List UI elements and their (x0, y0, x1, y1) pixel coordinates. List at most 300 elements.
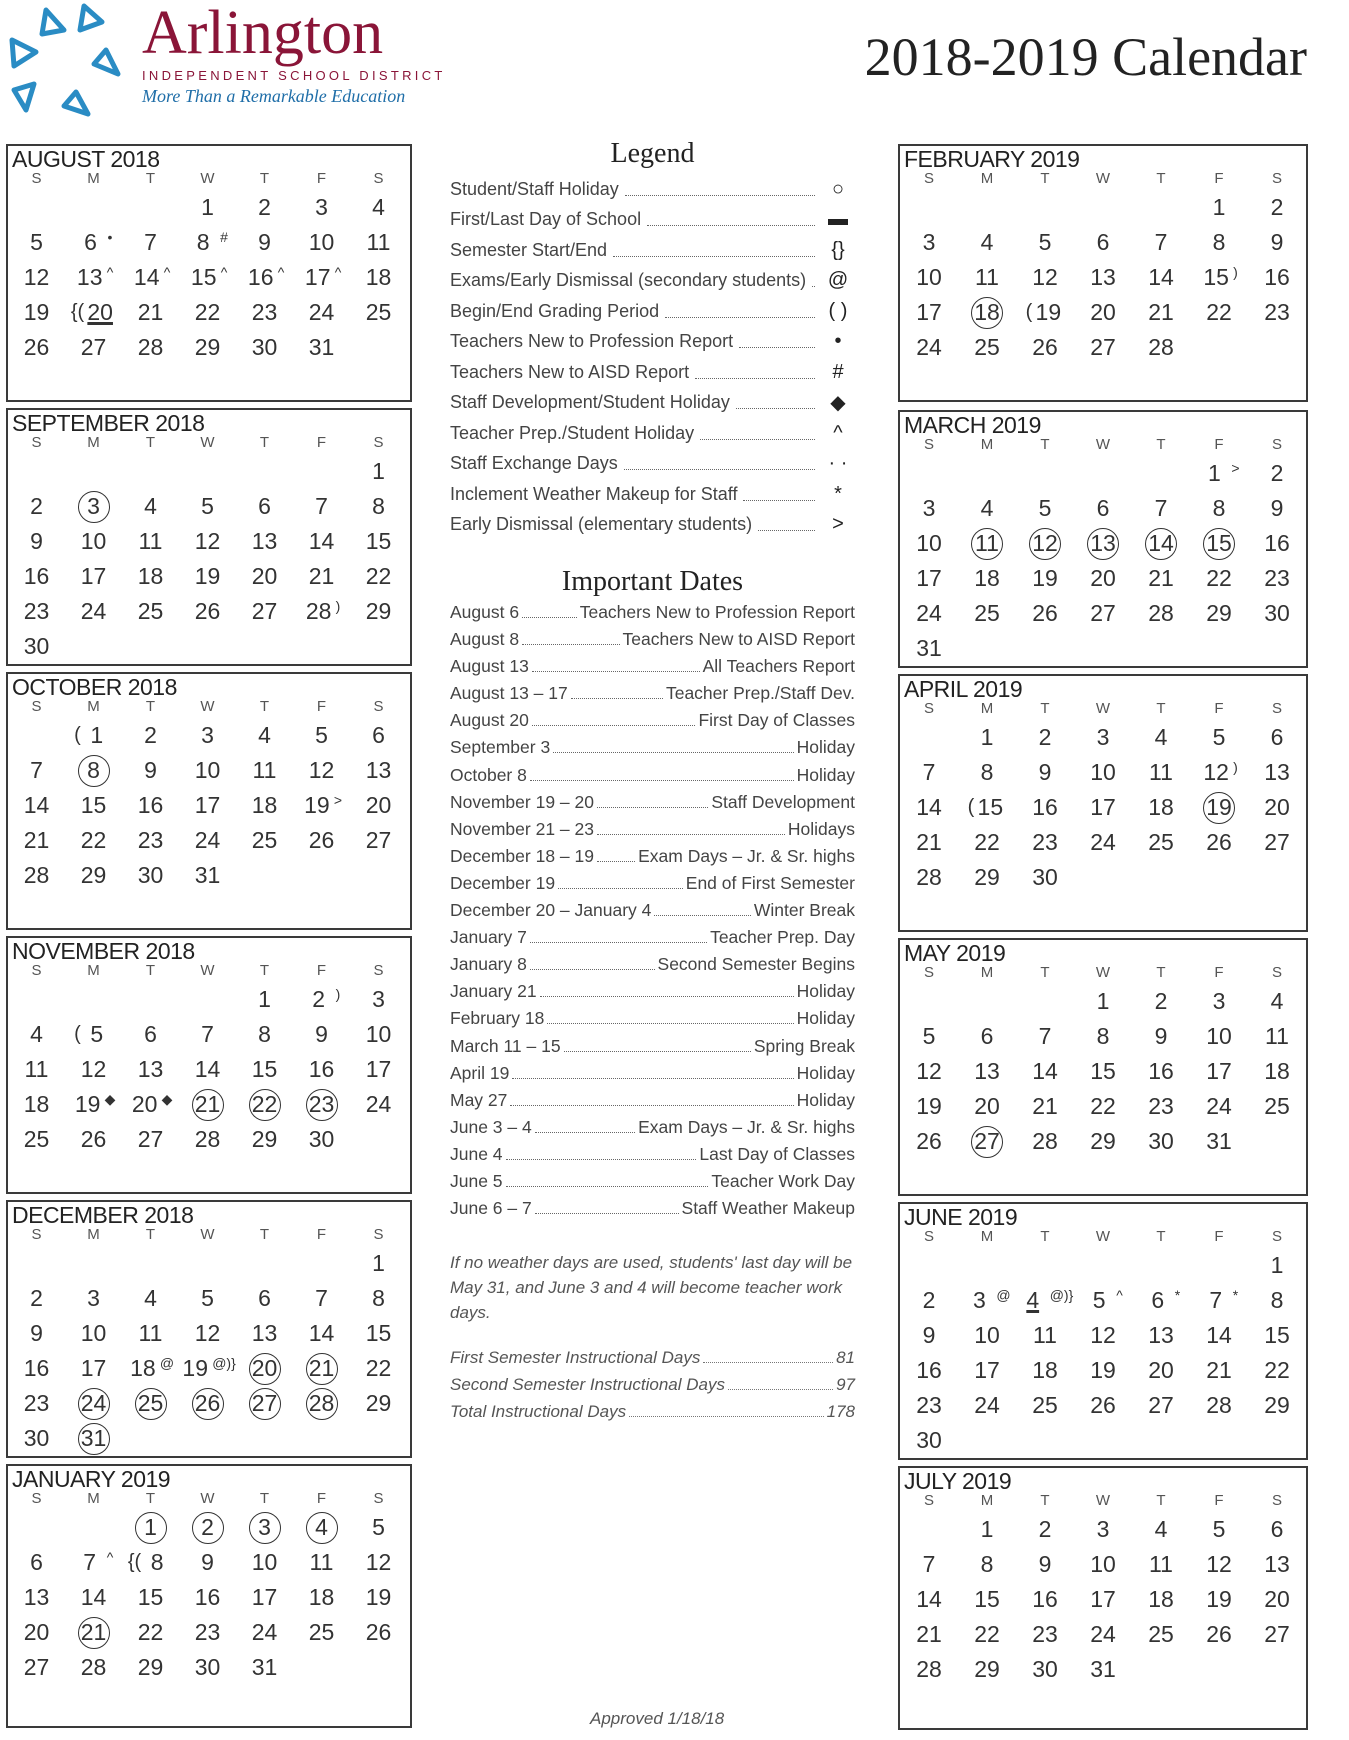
legend (450, 138, 855, 540)
day-number: 20 (1264, 794, 1290, 820)
weekday-label: S (923, 1492, 934, 1509)
legend-symbol: ▬ (828, 208, 848, 231)
dot-leader (739, 335, 815, 348)
day-cell (958, 1019, 1016, 1054)
day-cell (8, 1316, 65, 1351)
day-number: 25 (308, 1619, 335, 1645)
day-cell (1248, 225, 1306, 260)
important-dates (450, 566, 855, 1225)
day-cell (179, 1510, 236, 1545)
empty-day-cell (179, 982, 236, 1017)
empty-day-cell (8, 1510, 65, 1545)
day-mark: ^ (334, 264, 342, 280)
empty-day-cell (1074, 456, 1132, 491)
weekday-label: S (373, 1226, 384, 1243)
dot-leader (535, 1213, 679, 1214)
day-number: 13 (76, 264, 103, 290)
day-cell (350, 1316, 407, 1351)
day-prefix-mark: {( (70, 301, 85, 323)
day-cell (179, 1545, 236, 1580)
empty-day-cell (65, 1510, 122, 1545)
important-date-event: End of First Semester (685, 872, 855, 893)
empty-day-cell (122, 982, 179, 1017)
important-date-row (450, 819, 855, 846)
important-date: January 21 (450, 981, 537, 1002)
day-number: 10 (308, 229, 335, 255)
day-number: 20 (1090, 565, 1116, 591)
day-number: 30 (916, 1427, 942, 1453)
day-number: 22 (1206, 299, 1232, 325)
day-number: 5 (1038, 229, 1052, 255)
empty-day-cell (1074, 190, 1132, 225)
day-number: 23 (1032, 829, 1058, 855)
day-number: 21 (308, 563, 335, 589)
day-cell (1190, 1089, 1248, 1124)
legend-item (450, 327, 855, 358)
day-cell (350, 1580, 407, 1615)
day-cell (1190, 260, 1248, 295)
day-cell (236, 1386, 293, 1421)
day-cell (293, 1386, 350, 1421)
day-cell (350, 524, 407, 559)
dot-leader (728, 1389, 833, 1390)
day-cell (1248, 825, 1306, 860)
day-number: 25 (1264, 1093, 1290, 1119)
day-number: 16 (23, 1355, 50, 1381)
day-number: 24 (916, 334, 942, 360)
day-number: 25 (974, 334, 1000, 360)
day-cell (236, 1017, 293, 1052)
day-number: 22 (194, 299, 221, 325)
day-number: 19 (304, 792, 330, 818)
instructional-days-value: 97 (836, 1375, 855, 1394)
dot-leader (530, 780, 794, 781)
day-number: 10 (80, 528, 107, 554)
important-date: August 6 (450, 602, 520, 622)
day-cell (1074, 755, 1132, 790)
day-cell (8, 629, 65, 664)
day-number: 7 (201, 1021, 214, 1047)
day-number: 25 (23, 1126, 50, 1152)
dot-leader (553, 752, 793, 753)
weekday-label: T (1156, 436, 1166, 453)
day-cell (350, 295, 407, 330)
dot-leader (522, 617, 577, 618)
day-cell (1132, 1547, 1190, 1582)
important-date: March 11 – 15 (450, 1035, 561, 1056)
day-cell (1248, 1388, 1306, 1423)
day-cell (236, 982, 293, 1017)
important-date-event: First Day of Classes (698, 710, 855, 731)
important-date-event: Teachers New to Profession Report (579, 602, 855, 622)
month-december-2018 (6, 1200, 412, 1458)
day-number: 10 (251, 1549, 278, 1575)
day-cell (8, 559, 65, 594)
day-cell (1190, 984, 1248, 1019)
day-number: 15 (1090, 1058, 1116, 1084)
day-number: 27 (251, 598, 278, 624)
day-number: 23 (251, 299, 278, 325)
weekday-label: T (145, 962, 156, 979)
day-cell (8, 260, 65, 295)
important-date: January 8 (450, 954, 527, 975)
day-cell (293, 1316, 350, 1351)
important-date-row (450, 900, 855, 927)
day-number: 8 (980, 1551, 994, 1577)
day-cell (1248, 1582, 1306, 1617)
weekday-label: M (87, 698, 100, 715)
day-cell (65, 1386, 122, 1421)
day-number: 26 (365, 1619, 392, 1645)
day-number: 13 (974, 1058, 1000, 1084)
day-cell (65, 1122, 122, 1157)
day-cell (900, 330, 958, 365)
weekday-label: T (1040, 1492, 1050, 1509)
day-cell (179, 788, 236, 823)
day-mark: ^ (163, 264, 171, 280)
day-number: 23 (137, 827, 164, 853)
day-number: 27 (971, 1126, 1003, 1158)
day-number: 27 (1090, 600, 1116, 626)
day-cell (1248, 260, 1306, 295)
day-cell (293, 823, 350, 858)
day-cell (179, 823, 236, 858)
month-july-2019 (898, 1466, 1308, 1730)
legend-symbol: · · (828, 452, 848, 475)
day-cell (1190, 720, 1248, 755)
day-cell (900, 1054, 958, 1089)
day-number: 7 (922, 759, 936, 785)
dot-leader (558, 888, 683, 889)
day-number: 24 (78, 1388, 110, 1420)
legend-label: Student/Staff Holiday (450, 178, 619, 199)
day-cell (958, 1547, 1016, 1582)
empty-day-cell (8, 454, 65, 489)
important-date: August 20 (450, 710, 529, 731)
dot-leader (625, 183, 815, 196)
day-cell (1248, 1089, 1306, 1124)
day-cell (65, 524, 122, 559)
day-number: 26 (308, 827, 335, 853)
important-date: December 19 (450, 872, 556, 893)
day-cell (1132, 1617, 1190, 1652)
day-number: 2 (1270, 460, 1284, 486)
day-number: 28 (305, 598, 332, 624)
important-date: June 4 (450, 1143, 503, 1164)
weekday-label: T (1156, 1492, 1166, 1509)
day-number: 15 (1264, 1322, 1290, 1348)
day-number: 10 (916, 264, 942, 290)
weekday-label: F (1214, 436, 1224, 453)
day-cell (1016, 1318, 1074, 1353)
day-cell (1074, 260, 1132, 295)
empty-day-cell (900, 720, 958, 755)
day-number: 1 (1096, 988, 1110, 1014)
day-number: 8 (150, 1549, 164, 1575)
day-cell (293, 260, 350, 295)
day-cell (293, 718, 350, 753)
day-number: 28 (916, 1656, 942, 1682)
day-cell (1132, 491, 1190, 526)
day-cell (179, 1580, 236, 1615)
day-cell (900, 1019, 958, 1054)
day-cell (236, 295, 293, 330)
weekday-label: W (200, 1226, 215, 1243)
day-cell (350, 1351, 407, 1386)
day-number: 15 (974, 1586, 1000, 1612)
instructional-days-value: 81 (836, 1348, 855, 1367)
day-cell (293, 788, 350, 823)
day-cell (65, 1052, 122, 1087)
instructional-days-row (450, 1375, 855, 1402)
weekday-header (8, 1226, 414, 1244)
day-number: 23 (916, 1392, 942, 1418)
day-cell (900, 790, 958, 825)
day-cell (179, 718, 236, 753)
day-cell (236, 823, 293, 858)
day-cell (1132, 1582, 1190, 1617)
important-date: January 7 (450, 927, 527, 948)
day-number: 22 (249, 1089, 281, 1121)
day-cell (1016, 1652, 1074, 1687)
dot-leader (758, 518, 815, 531)
day-cell (122, 1122, 179, 1157)
day-number: 9 (144, 757, 157, 783)
day-grid (8, 1510, 414, 1685)
legend-item (450, 235, 855, 266)
day-mark: ^ (277, 264, 285, 280)
day-number: 21 (916, 829, 942, 855)
day-number: 1 (980, 724, 994, 750)
day-number: 21 (1148, 299, 1174, 325)
empty-day-cell (1132, 456, 1190, 491)
day-number: 3 (922, 495, 936, 521)
day-number: 21 (1206, 1357, 1232, 1383)
day-number: 24 (194, 827, 221, 853)
legend-symbol: @ (827, 269, 849, 292)
day-prefix-mark: {( (127, 1551, 142, 1573)
day-number: 18 (23, 1091, 50, 1117)
important-date-row (450, 846, 855, 873)
day-number: 26 (1206, 829, 1232, 855)
day-grid (8, 190, 414, 365)
weekday-header (8, 1490, 414, 1508)
day-cell (122, 1017, 179, 1052)
important-date-event: All Teachers Report (702, 656, 855, 677)
day-number: 19 (916, 1093, 942, 1119)
weekday-label: S (1271, 964, 1282, 981)
empty-day-cell (900, 1512, 958, 1547)
day-number: 2 (258, 194, 271, 220)
day-cell (65, 225, 122, 260)
day-cell (65, 1615, 122, 1650)
day-number: 11 (24, 1056, 49, 1082)
day-number: 24 (365, 1091, 392, 1117)
day-number: 19 (1032, 565, 1058, 591)
day-grid (8, 1246, 414, 1456)
day-cell (1016, 491, 1074, 526)
day-cell (1132, 1353, 1190, 1388)
day-cell (293, 982, 350, 1017)
weekday-label: M (980, 1492, 994, 1509)
day-number: 2 (312, 986, 326, 1012)
day-cell (65, 295, 122, 330)
day-number: 14 (133, 264, 160, 290)
weekday-header (900, 1492, 1306, 1510)
day-cell (8, 330, 65, 365)
empty-day-cell (958, 984, 1016, 1019)
day-cell (1074, 491, 1132, 526)
weekday-label: S (373, 434, 384, 451)
weekday-label: W (200, 1490, 215, 1507)
day-number: 19 (365, 1584, 392, 1610)
day-cell (1248, 596, 1306, 631)
day-number: 18 (971, 297, 1003, 329)
day-number: 12 (80, 1056, 107, 1082)
legend-item (450, 418, 855, 449)
day-number: 26 (192, 1388, 224, 1420)
legend-label: Teachers New to Profession Report (450, 331, 734, 352)
legend-list (450, 174, 855, 540)
day-number: 29 (365, 1390, 392, 1416)
day-cell (1132, 790, 1190, 825)
day-number: 6 (258, 493, 271, 519)
dot-leader (743, 488, 815, 501)
weekday-label: W (200, 962, 215, 979)
day-cell (1074, 1617, 1132, 1652)
day-prefix-mark: ( (1025, 301, 1033, 323)
day-number: 1 (1270, 1252, 1284, 1278)
day-cell (236, 1615, 293, 1650)
day-cell (1248, 295, 1306, 330)
day-number: 11 (975, 264, 999, 290)
day-cell (350, 823, 407, 858)
day-cell (1248, 1248, 1306, 1283)
day-number: 11 (309, 1549, 334, 1575)
day-cell (1016, 225, 1074, 260)
day-cell (958, 1353, 1016, 1388)
day-cell (1248, 456, 1306, 491)
day-cell (1190, 1054, 1248, 1089)
day-grid (8, 454, 414, 664)
important-date: April 19 (450, 1062, 510, 1083)
day-number: 11 (971, 528, 1003, 560)
important-date: November 21 – 23 (450, 818, 594, 839)
weekday-label: W (1095, 1492, 1111, 1509)
month-name: AUGUST 2018 (12, 146, 160, 172)
legend-label: Staff Exchange Days (450, 453, 618, 474)
day-cell (1190, 491, 1248, 526)
weekday-label: S (373, 962, 384, 979)
day-cell (958, 225, 1016, 260)
day-number: 6 (1270, 724, 1284, 750)
day-number: 30 (194, 1654, 221, 1680)
day-number: 24 (916, 600, 942, 626)
day-number: 22 (365, 1355, 392, 1381)
day-mark: ◆ (161, 1091, 173, 1107)
day-cell (236, 1087, 293, 1122)
day-number: 16 (1264, 530, 1290, 556)
important-date-row (450, 873, 855, 900)
weekday-label: T (1040, 436, 1050, 453)
day-number: 20 (1090, 299, 1116, 325)
day-number: 5 (30, 229, 43, 255)
day-number: 11 (1149, 759, 1173, 785)
legend-item (450, 388, 855, 419)
day-number: 22 (80, 827, 107, 853)
day-cell (122, 559, 179, 594)
day-cell (179, 1316, 236, 1351)
day-cell (8, 1122, 65, 1157)
legend-item (450, 205, 855, 236)
day-cell (8, 823, 65, 858)
day-cell (1190, 1283, 1248, 1318)
day-cell (958, 825, 1016, 860)
empty-day-cell (122, 454, 179, 489)
dot-leader (695, 366, 815, 379)
day-number: 22 (974, 829, 1000, 855)
day-number: 3 (372, 986, 385, 1012)
day-number: 9 (201, 1549, 214, 1575)
day-number: 30 (23, 633, 50, 659)
day-cell (179, 260, 236, 295)
day-number: 18 (974, 565, 1000, 591)
day-cell (1074, 1054, 1132, 1089)
day-number: 3 (315, 194, 328, 220)
important-date-row (450, 602, 855, 629)
day-number: 7 (1154, 495, 1168, 521)
day-cell (958, 1124, 1016, 1159)
day-number: 27 (1264, 829, 1290, 855)
day-cell (350, 594, 407, 629)
weekday-label: T (145, 170, 156, 187)
brand-tagline: More Than a Remarkable Education (142, 86, 406, 106)
day-cell (350, 1510, 407, 1545)
day-number: 20 (365, 792, 392, 818)
day-cell (958, 295, 1016, 330)
day-number: 17 (916, 299, 942, 325)
day-cell (350, 489, 407, 524)
day-cell (1016, 1283, 1074, 1318)
day-number: 4 (980, 495, 994, 521)
month-march-2019 (898, 410, 1308, 668)
day-number: 18 (365, 264, 392, 290)
day-cell (65, 858, 122, 893)
day-cell (65, 1316, 122, 1351)
day-number: 3 (1096, 1516, 1110, 1542)
month-name: NOVEMBER 2018 (12, 938, 195, 964)
day-cell (236, 190, 293, 225)
day-number: 25 (137, 598, 164, 624)
day-number: 1 (1208, 460, 1221, 486)
day-cell (8, 1580, 65, 1615)
day-number: 15 (1203, 264, 1229, 290)
important-date-event: Last Day of Classes (699, 1143, 855, 1164)
day-cell (1074, 1388, 1132, 1423)
day-cell (1190, 1547, 1248, 1582)
day-number: 2 (192, 1512, 224, 1544)
day-cell (958, 330, 1016, 365)
day-number: 9 (922, 1322, 936, 1348)
important-date-event: Exam Days – Jr. & Sr. highs (638, 845, 855, 866)
day-mark: ) (1233, 264, 1238, 280)
day-number: 9 (1270, 229, 1284, 255)
day-number: 19 (194, 563, 221, 589)
legend-item (450, 296, 855, 327)
legend-symbol: ○ (831, 177, 845, 200)
day-number: 16 (916, 1357, 942, 1383)
month-june-2019 (898, 1202, 1308, 1460)
